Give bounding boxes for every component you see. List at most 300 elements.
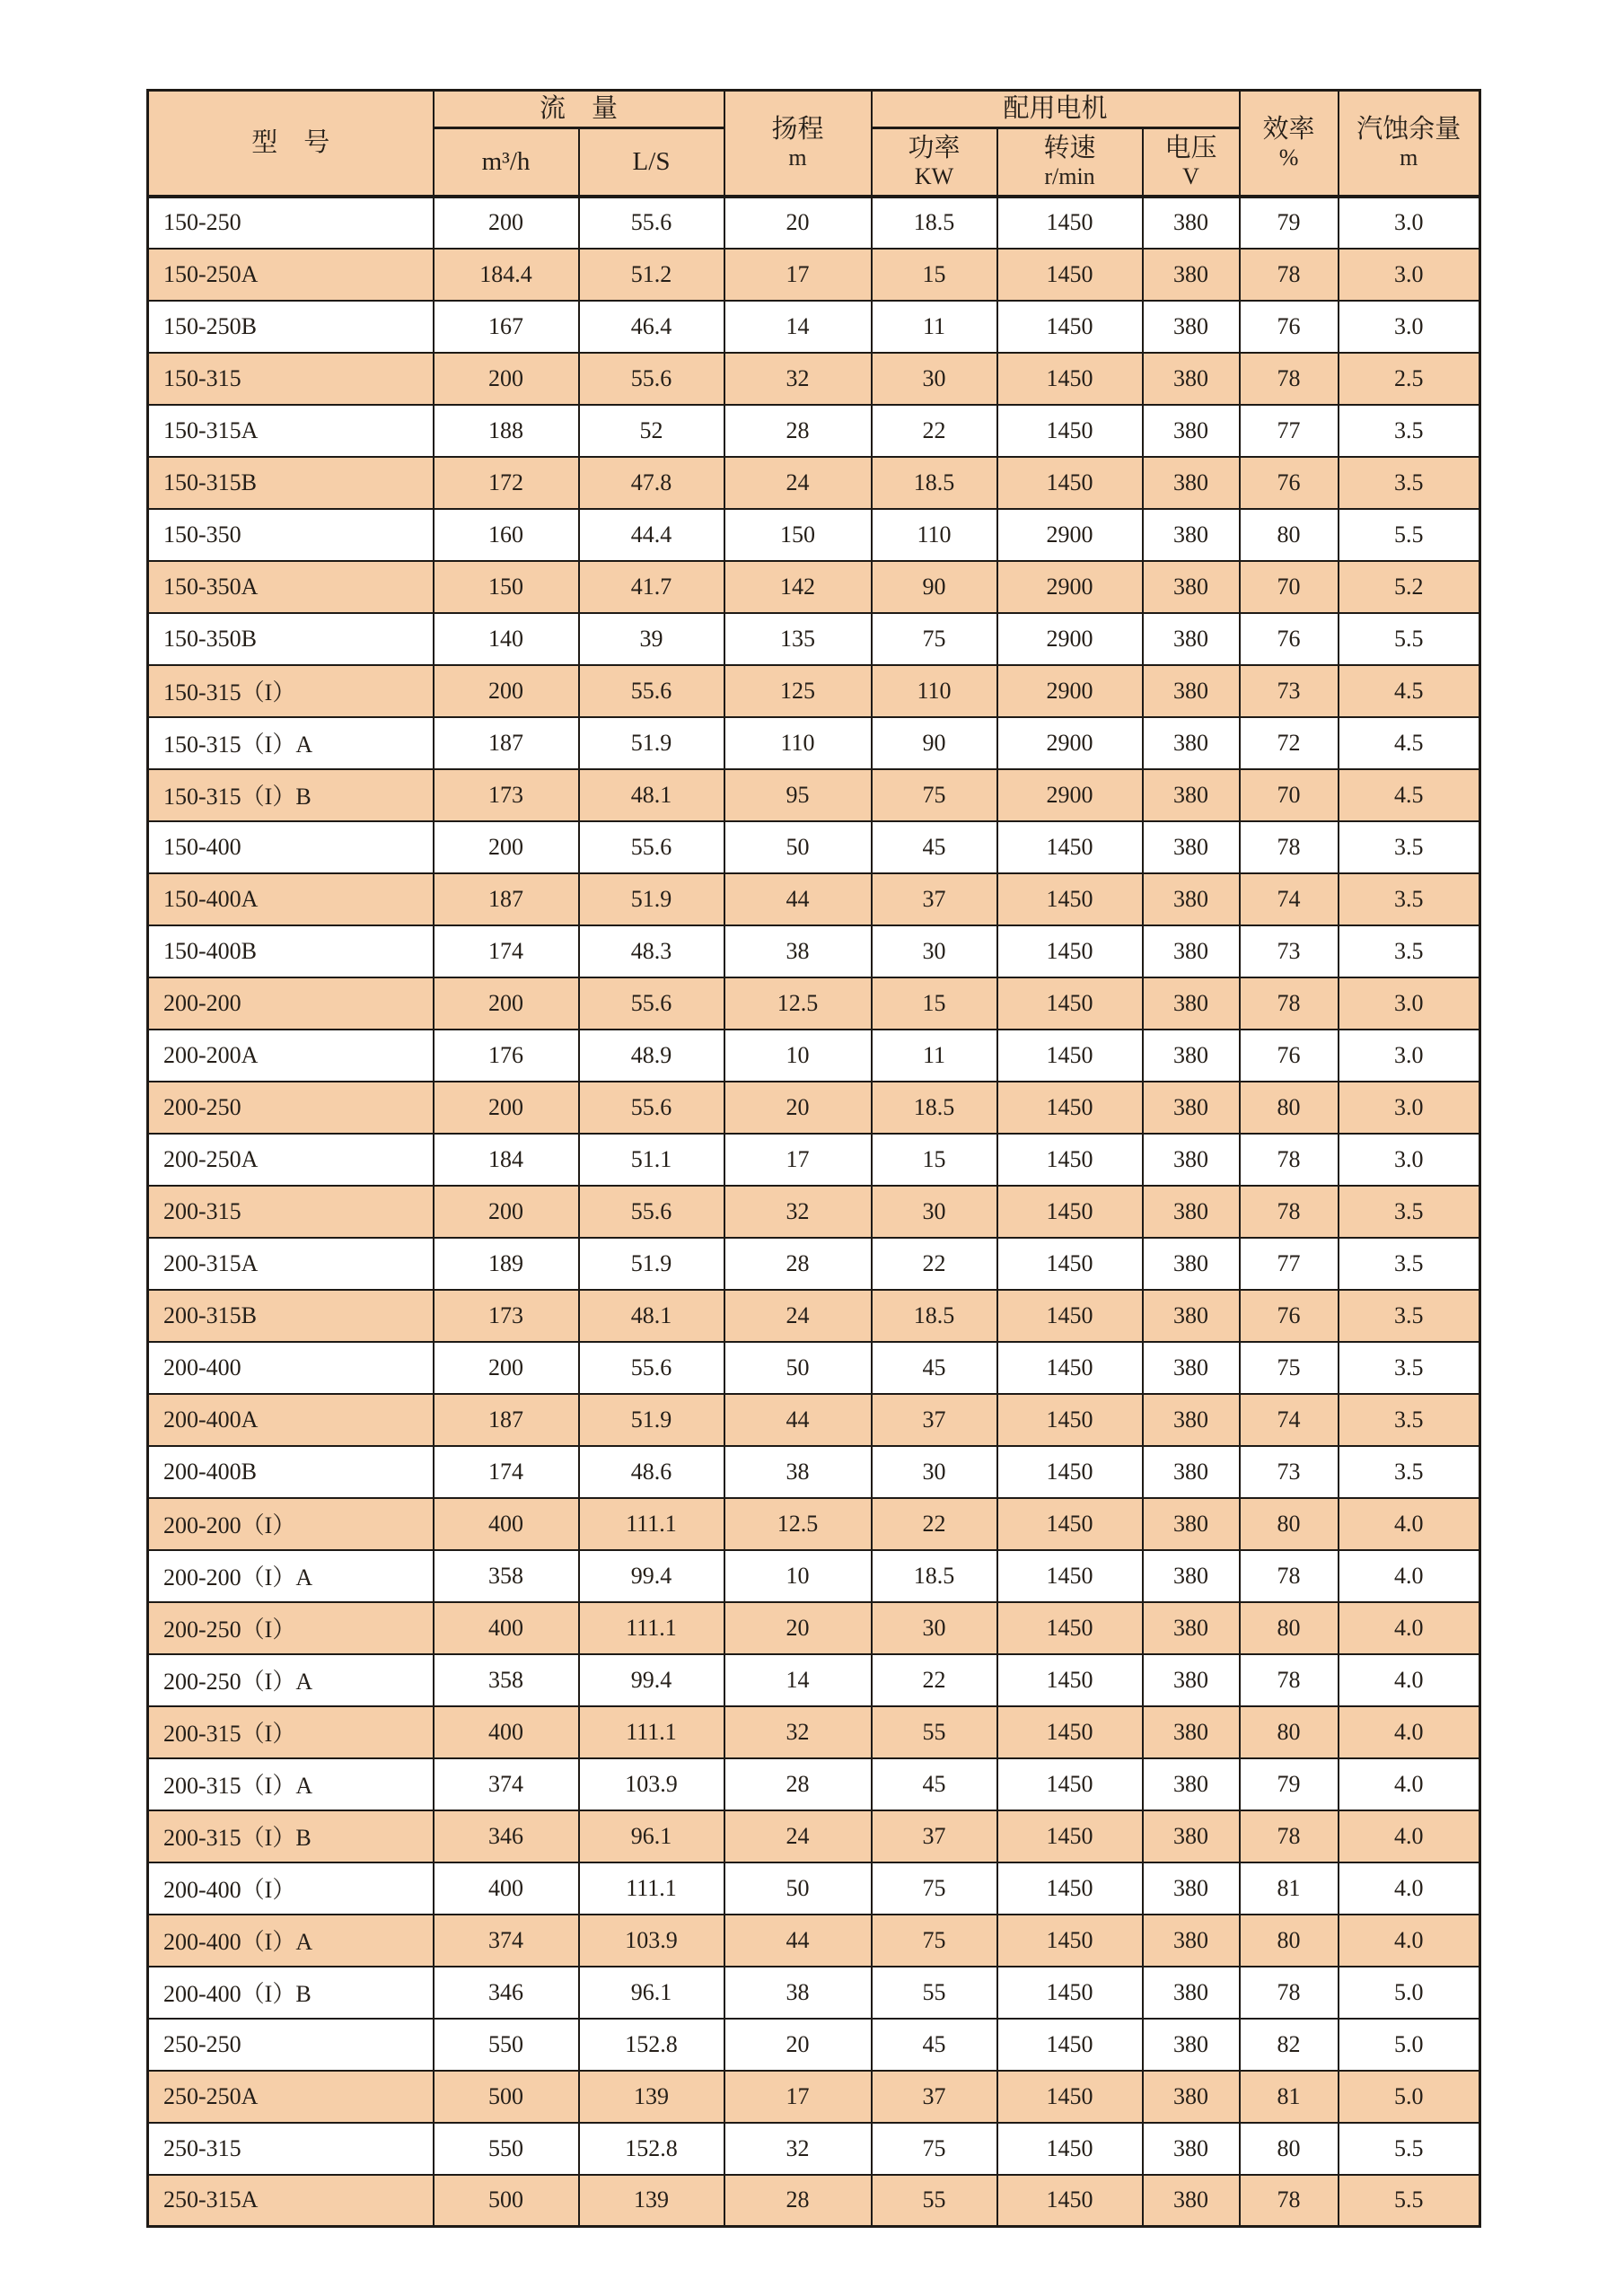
efficiency-cell: 80 — [1240, 509, 1339, 561]
flow-m3h-cell: 400 — [434, 1602, 579, 1654]
efficiency-cell: 76 — [1240, 1290, 1339, 1342]
model-cell: 150-315B — [148, 457, 434, 509]
column-header-model-label: 型 号 — [251, 127, 330, 157]
model-cell: 200-250（I） — [148, 1602, 434, 1654]
head-cell: 38 — [724, 1967, 872, 2019]
flow-m3h-cell: 184.4 — [434, 249, 579, 301]
efficiency-cell: 75 — [1240, 1342, 1339, 1394]
npsh-cell: 3.5 — [1339, 1290, 1480, 1342]
flow-ls-cell: 152.8 — [579, 2123, 724, 2175]
speed-cell: 1450 — [997, 925, 1143, 977]
npsh-cell: 3.5 — [1339, 1446, 1480, 1498]
column-header-efficiency-label: 效率 — [1262, 114, 1315, 144]
model-cell: 200-400A — [148, 1394, 434, 1446]
npsh-cell: 4.0 — [1339, 1758, 1480, 1810]
table-row — [148, 1238, 1480, 1290]
column-header-head — [724, 91, 872, 197]
flow-ls-cell: 111.1 — [579, 1862, 724, 1915]
flow-ls-cell: 55.6 — [579, 353, 724, 405]
power-cell: 75 — [872, 1915, 997, 1967]
flow-m3h-cell: 173 — [434, 1290, 579, 1342]
power-cell: 18.5 — [872, 1550, 997, 1602]
flow-ls-cell: 99.4 — [579, 1550, 724, 1602]
table-row — [148, 1967, 1480, 2019]
voltage-cell: 380 — [1143, 821, 1240, 873]
voltage-cell: 380 — [1143, 1862, 1240, 1915]
voltage-cell: 380 — [1143, 925, 1240, 977]
model-cell: 150-315（I） — [148, 665, 434, 717]
flow-ls-cell: 51.9 — [579, 717, 724, 769]
power-cell: 30 — [872, 353, 997, 405]
table-row — [148, 1082, 1480, 1134]
head-cell: 110 — [724, 717, 872, 769]
column-header-flow-ls: L/S — [579, 128, 724, 197]
power-cell: 55 — [872, 2175, 997, 2227]
efficiency-cell: 80 — [1240, 1706, 1339, 1758]
flow-m3h-cell: 400 — [434, 1498, 579, 1550]
flow-ls-cell: 103.9 — [579, 1915, 724, 1967]
efficiency-cell: 79 — [1240, 197, 1339, 249]
power-cell: 18.5 — [872, 1082, 997, 1134]
flow-ls-cell: 48.1 — [579, 1290, 724, 1342]
model-cell: 200-250（I）A — [148, 1654, 434, 1706]
speed-cell: 1450 — [997, 1394, 1143, 1446]
voltage-cell: 380 — [1143, 1186, 1240, 1238]
efficiency-cell: 78 — [1240, 1134, 1339, 1186]
head-cell: 28 — [724, 2175, 872, 2227]
column-header-voltage-unit: V — [1182, 162, 1199, 189]
speed-cell: 1450 — [997, 1030, 1143, 1082]
column-header-npsh — [1339, 91, 1480, 197]
head-cell: 32 — [724, 1706, 872, 1758]
efficiency-cell: 76 — [1240, 613, 1339, 665]
flow-ls-cell: 55.6 — [579, 197, 724, 249]
power-cell: 90 — [872, 717, 997, 769]
voltage-cell: 380 — [1143, 717, 1240, 769]
efficiency-cell: 76 — [1240, 1030, 1339, 1082]
efficiency-cell: 78 — [1240, 1967, 1339, 2019]
flow-ls-cell: 51.2 — [579, 249, 724, 301]
table-row — [148, 301, 1480, 353]
head-cell: 17 — [724, 249, 872, 301]
head-cell: 20 — [724, 197, 872, 249]
speed-cell: 2900 — [997, 769, 1143, 821]
power-cell: 22 — [872, 405, 997, 457]
model-cell: 150-250B — [148, 301, 434, 353]
head-cell: 142 — [724, 561, 872, 613]
model-cell: 150-315（I）A — [148, 717, 434, 769]
column-header-power-label: 功率 — [908, 133, 961, 162]
model-cell: 150-315（I）B — [148, 769, 434, 821]
head-cell: 150 — [724, 509, 872, 561]
column-header-speed — [997, 128, 1143, 197]
npsh-cell: 3.5 — [1339, 925, 1480, 977]
npsh-cell: 4.5 — [1339, 665, 1480, 717]
power-cell: 11 — [872, 301, 997, 353]
efficiency-cell: 78 — [1240, 821, 1339, 873]
speed-cell: 1450 — [997, 1446, 1143, 1498]
flow-m3h-cell: 550 — [434, 2123, 579, 2175]
flow-ls-cell: 48.6 — [579, 1446, 724, 1498]
head-cell: 14 — [724, 1654, 872, 1706]
flow-ls-cell: 55.6 — [579, 1082, 724, 1134]
model-cell: 250-250 — [148, 2019, 434, 2071]
npsh-cell: 4.0 — [1339, 1706, 1480, 1758]
table-row — [148, 1498, 1480, 1550]
table-row — [148, 1862, 1480, 1915]
npsh-cell: 4.0 — [1339, 1498, 1480, 1550]
power-cell: 75 — [872, 613, 997, 665]
speed-cell: 1450 — [997, 1758, 1143, 1810]
efficiency-cell: 78 — [1240, 353, 1339, 405]
table-row — [148, 1446, 1480, 1498]
speed-cell: 1450 — [997, 2071, 1143, 2123]
table-row — [148, 197, 1480, 249]
power-cell: 18.5 — [872, 1290, 997, 1342]
flow-m3h-cell: 358 — [434, 1550, 579, 1602]
power-cell: 18.5 — [872, 197, 997, 249]
npsh-cell: 3.5 — [1339, 1238, 1480, 1290]
table-row — [148, 561, 1480, 613]
flow-ls-cell: 96.1 — [579, 1810, 724, 1862]
voltage-cell: 380 — [1143, 1654, 1240, 1706]
power-cell: 15 — [872, 1134, 997, 1186]
npsh-cell: 3.0 — [1339, 1082, 1480, 1134]
flow-ls-cell: 51.9 — [579, 1238, 724, 1290]
voltage-cell: 380 — [1143, 1030, 1240, 1082]
head-cell: 10 — [724, 1030, 872, 1082]
model-cell: 200-315B — [148, 1290, 434, 1342]
voltage-cell: 380 — [1143, 249, 1240, 301]
power-cell: 22 — [872, 1238, 997, 1290]
model-cell: 200-400（I）A — [148, 1915, 434, 1967]
power-cell: 30 — [872, 1602, 997, 1654]
voltage-cell: 380 — [1143, 1394, 1240, 1446]
npsh-cell: 3.5 — [1339, 873, 1480, 925]
flow-ls-cell: 48.9 — [579, 1030, 724, 1082]
model-cell: 200-315（I）A — [148, 1758, 434, 1810]
voltage-cell: 380 — [1143, 873, 1240, 925]
column-group-flow — [434, 91, 724, 128]
head-cell: 38 — [724, 925, 872, 977]
power-cell: 110 — [872, 509, 997, 561]
head-cell: 10 — [724, 1550, 872, 1602]
flow-ls-cell: 48.3 — [579, 925, 724, 977]
voltage-cell: 380 — [1143, 1915, 1240, 1967]
flow-ls-cell: 51.9 — [579, 1394, 724, 1446]
head-cell: 17 — [724, 2071, 872, 2123]
flow-m3h-cell: 187 — [434, 717, 579, 769]
npsh-cell: 5.5 — [1339, 509, 1480, 561]
voltage-cell: 380 — [1143, 665, 1240, 717]
speed-cell: 1450 — [997, 1602, 1143, 1654]
npsh-cell: 3.0 — [1339, 1134, 1480, 1186]
power-cell: 75 — [872, 2123, 997, 2175]
model-cell: 200-250 — [148, 1082, 434, 1134]
head-cell: 44 — [724, 1394, 872, 1446]
efficiency-cell: 74 — [1240, 873, 1339, 925]
header-row-groups — [148, 91, 1480, 128]
table-row — [148, 1550, 1480, 1602]
head-cell: 28 — [724, 1758, 872, 1810]
model-cell: 150-400B — [148, 925, 434, 977]
power-cell: 18.5 — [872, 457, 997, 509]
voltage-cell: 380 — [1143, 509, 1240, 561]
speed-cell: 2900 — [997, 665, 1143, 717]
efficiency-cell: 80 — [1240, 1498, 1339, 1550]
npsh-cell: 4.5 — [1339, 769, 1480, 821]
npsh-cell: 4.0 — [1339, 1550, 1480, 1602]
npsh-cell: 5.0 — [1339, 2019, 1480, 2071]
efficiency-cell: 78 — [1240, 1186, 1339, 1238]
flow-m3h-cell: 140 — [434, 613, 579, 665]
head-cell: 32 — [724, 2123, 872, 2175]
efficiency-cell: 76 — [1240, 457, 1339, 509]
column-header-efficiency — [1240, 91, 1339, 197]
head-cell: 24 — [724, 457, 872, 509]
column-group-flow-label: 流 量 — [540, 93, 619, 123]
model-cell: 200-315 — [148, 1186, 434, 1238]
npsh-cell: 5.5 — [1339, 2123, 1480, 2175]
model-cell: 250-315A — [148, 2175, 434, 2227]
flow-ls-cell: 44.4 — [579, 509, 724, 561]
flow-m3h-cell: 174 — [434, 925, 579, 977]
flow-ls-cell: 55.6 — [579, 665, 724, 717]
column-header-model — [148, 91, 434, 197]
column-header-efficiency-unit: % — [1278, 144, 1299, 171]
speed-cell: 1450 — [997, 1967, 1143, 2019]
head-cell: 135 — [724, 613, 872, 665]
head-cell: 28 — [724, 405, 872, 457]
head-cell: 24 — [724, 1290, 872, 1342]
power-cell: 75 — [872, 1862, 997, 1915]
power-cell: 22 — [872, 1498, 997, 1550]
speed-cell: 1450 — [997, 2019, 1143, 2071]
column-header-speed-unit: r/min — [1044, 162, 1095, 189]
voltage-cell: 380 — [1143, 457, 1240, 509]
table-row — [148, 1602, 1480, 1654]
power-cell: 37 — [872, 2071, 997, 2123]
speed-cell: 2900 — [997, 717, 1143, 769]
table-row — [148, 925, 1480, 977]
speed-cell: 1450 — [997, 1134, 1143, 1186]
npsh-cell: 3.0 — [1339, 197, 1480, 249]
voltage-cell: 380 — [1143, 613, 1240, 665]
column-header-npsh-unit: m — [1400, 144, 1418, 171]
column-group-motor — [872, 91, 1240, 128]
speed-cell: 1450 — [997, 1186, 1143, 1238]
speed-cell: 1450 — [997, 301, 1143, 353]
flow-m3h-cell: 346 — [434, 1810, 579, 1862]
head-cell: 14 — [724, 301, 872, 353]
speed-cell: 1450 — [997, 1290, 1143, 1342]
flow-ls-cell: 111.1 — [579, 1706, 724, 1758]
model-cell: 200-315（I） — [148, 1706, 434, 1758]
head-cell: 50 — [724, 1342, 872, 1394]
speed-cell: 1450 — [997, 249, 1143, 301]
speed-cell: 1450 — [997, 1082, 1143, 1134]
speed-cell: 1450 — [997, 2123, 1143, 2175]
flow-ls-cell: 47.8 — [579, 457, 724, 509]
flow-m3h-cell: 358 — [434, 1654, 579, 1706]
power-cell: 45 — [872, 1758, 997, 1810]
flow-m3h-cell: 160 — [434, 509, 579, 561]
flow-ls-cell: 48.1 — [579, 769, 724, 821]
flow-ls-cell: 139 — [579, 2071, 724, 2123]
flow-m3h-cell: 172 — [434, 457, 579, 509]
table-row — [148, 665, 1480, 717]
flow-ls-cell: 111.1 — [579, 1498, 724, 1550]
flow-m3h-cell: 200 — [434, 821, 579, 873]
table-row — [148, 613, 1480, 665]
model-cell: 150-315A — [148, 405, 434, 457]
speed-cell: 1450 — [997, 1862, 1143, 1915]
column-header-voltage-label: 电压 — [1164, 133, 1217, 162]
flow-ls-cell: 51.1 — [579, 1134, 724, 1186]
speed-cell: 1450 — [997, 1238, 1143, 1290]
model-cell: 150-350 — [148, 509, 434, 561]
power-cell: 55 — [872, 1706, 997, 1758]
power-cell: 45 — [872, 1342, 997, 1394]
npsh-cell: 3.5 — [1339, 457, 1480, 509]
flow-ls-cell: 55.6 — [579, 1186, 724, 1238]
speed-cell: 1450 — [997, 873, 1143, 925]
efficiency-cell: 80 — [1240, 1602, 1339, 1654]
speed-cell: 1450 — [997, 821, 1143, 873]
npsh-cell: 3.0 — [1339, 249, 1480, 301]
efficiency-cell: 72 — [1240, 717, 1339, 769]
speed-cell: 2900 — [997, 613, 1143, 665]
voltage-cell: 380 — [1143, 1810, 1240, 1862]
speed-cell: 1450 — [997, 197, 1143, 249]
speed-cell: 1450 — [997, 405, 1143, 457]
efficiency-cell: 74 — [1240, 1394, 1339, 1446]
model-cell: 200-400（I）B — [148, 1967, 434, 2019]
flow-m3h-cell: 187 — [434, 873, 579, 925]
efficiency-cell: 70 — [1240, 561, 1339, 613]
table-row — [148, 1134, 1480, 1186]
npsh-cell: 5.5 — [1339, 613, 1480, 665]
column-header-power-unit: KW — [914, 162, 954, 189]
head-cell: 125 — [724, 665, 872, 717]
column-header-voltage — [1143, 128, 1240, 197]
head-cell: 17 — [724, 1134, 872, 1186]
voltage-cell: 380 — [1143, 1498, 1240, 1550]
flow-m3h-cell: 374 — [434, 1758, 579, 1810]
npsh-cell: 3.5 — [1339, 1394, 1480, 1446]
speed-cell: 1450 — [997, 1550, 1143, 1602]
flow-ls-cell: 52 — [579, 405, 724, 457]
model-cell: 150-315 — [148, 353, 434, 405]
flow-ls-cell: 55.6 — [579, 821, 724, 873]
head-cell: 44 — [724, 873, 872, 925]
head-cell: 32 — [724, 353, 872, 405]
table-row — [148, 1030, 1480, 1082]
voltage-cell: 380 — [1143, 405, 1240, 457]
flow-m3h-cell: 184 — [434, 1134, 579, 1186]
efficiency-cell: 76 — [1240, 301, 1339, 353]
table-row — [148, 353, 1480, 405]
flow-ls-cell: 39 — [579, 613, 724, 665]
model-cell: 200-400 — [148, 1342, 434, 1394]
speed-cell: 1450 — [997, 1706, 1143, 1758]
flow-m3h-cell: 200 — [434, 1186, 579, 1238]
table-row — [148, 249, 1480, 301]
table-row — [148, 873, 1480, 925]
npsh-cell: 2.5 — [1339, 353, 1480, 405]
table-row — [148, 1915, 1480, 1967]
voltage-cell: 380 — [1143, 1602, 1240, 1654]
model-cell: 150-250 — [148, 197, 434, 249]
flow-m3h-cell: 150 — [434, 561, 579, 613]
voltage-cell: 380 — [1143, 353, 1240, 405]
npsh-cell: 3.0 — [1339, 1030, 1480, 1082]
efficiency-cell: 78 — [1240, 977, 1339, 1030]
flow-ls-cell: 152.8 — [579, 2019, 724, 2071]
flow-ls-cell: 111.1 — [579, 1602, 724, 1654]
flow-m3h-cell: 188 — [434, 405, 579, 457]
flow-m3h-cell: 400 — [434, 1706, 579, 1758]
column-header-head-label: 扬程 — [771, 114, 824, 144]
table-row — [148, 509, 1480, 561]
table-row — [148, 1758, 1480, 1810]
npsh-cell: 4.5 — [1339, 717, 1480, 769]
efficiency-cell: 73 — [1240, 1446, 1339, 1498]
voltage-cell: 380 — [1143, 977, 1240, 1030]
flow-m3h-cell: 500 — [434, 2071, 579, 2123]
speed-cell: 1450 — [997, 1498, 1143, 1550]
flow-ls-cell: 99.4 — [579, 1654, 724, 1706]
npsh-cell: 3.5 — [1339, 1342, 1480, 1394]
flow-ls-cell: 41.7 — [579, 561, 724, 613]
speed-cell: 1450 — [997, 2175, 1143, 2227]
npsh-cell: 3.5 — [1339, 821, 1480, 873]
npsh-cell: 4.0 — [1339, 1862, 1480, 1915]
voltage-cell: 380 — [1143, 2071, 1240, 2123]
flow-ls-cell: 55.6 — [579, 977, 724, 1030]
table-row — [148, 2019, 1480, 2071]
npsh-cell: 5.2 — [1339, 561, 1480, 613]
efficiency-cell: 80 — [1240, 2123, 1339, 2175]
efficiency-cell: 80 — [1240, 1082, 1339, 1134]
efficiency-cell: 77 — [1240, 1238, 1339, 1290]
head-cell: 44 — [724, 1915, 872, 1967]
model-cell: 200-250A — [148, 1134, 434, 1186]
flow-ls-cell: 139 — [579, 2175, 724, 2227]
npsh-cell: 3.0 — [1339, 301, 1480, 353]
efficiency-cell: 73 — [1240, 665, 1339, 717]
flow-m3h-cell: 346 — [434, 1967, 579, 2019]
power-cell: 55 — [872, 1967, 997, 2019]
flow-m3h-cell: 200 — [434, 1082, 579, 1134]
voltage-cell: 380 — [1143, 1290, 1240, 1342]
table-row — [148, 821, 1480, 873]
npsh-cell: 5.0 — [1339, 1967, 1480, 2019]
flow-ls-cell: 103.9 — [579, 1758, 724, 1810]
voltage-cell: 380 — [1143, 1967, 1240, 2019]
flow-m3h-cell: 176 — [434, 1030, 579, 1082]
model-cell: 200-315（I）B — [148, 1810, 434, 1862]
table-row — [148, 1810, 1480, 1862]
flow-m3h-cell: 500 — [434, 2175, 579, 2227]
efficiency-cell: 81 — [1240, 1862, 1339, 1915]
voltage-cell: 380 — [1143, 1238, 1240, 1290]
model-cell: 250-250A — [148, 2071, 434, 2123]
model-cell: 150-350A — [148, 561, 434, 613]
column-header-flow-m3h: m³/h — [434, 128, 579, 197]
voltage-cell: 380 — [1143, 1082, 1240, 1134]
flow-m3h-cell: 189 — [434, 1238, 579, 1290]
